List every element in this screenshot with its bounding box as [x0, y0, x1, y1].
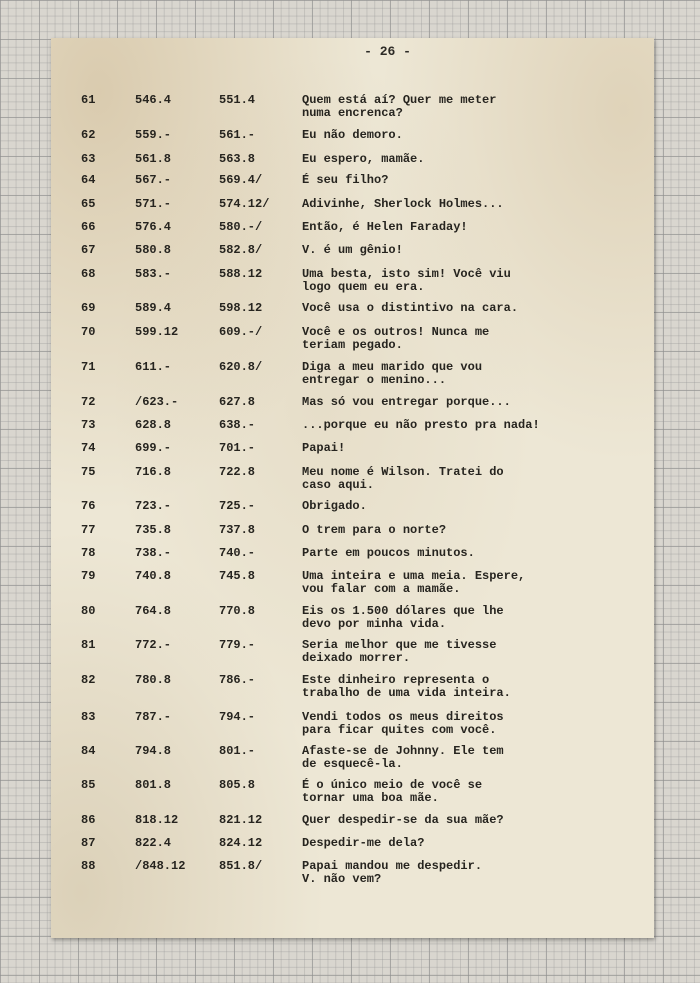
- time-in: 723.-: [135, 499, 172, 513]
- time-in: 589.4: [135, 301, 172, 315]
- time-in: 561.8: [135, 152, 172, 166]
- subtitle-number: 63: [81, 152, 96, 166]
- subtitle-text: Mas só vou entregar porque...: [302, 395, 511, 409]
- time-out: 722.8: [219, 465, 256, 479]
- subtitle-text: Eu não demoro.: [302, 128, 403, 142]
- time-out: 620.8/: [219, 360, 263, 374]
- subtitle-number: 71: [81, 360, 96, 374]
- subtitle-text: Seria melhor que me tivesse deixado morrer.: [302, 638, 497, 665]
- time-out: 786.-: [219, 673, 256, 687]
- subtitle-number: 87: [81, 836, 96, 850]
- time-out: 582.8/: [219, 243, 263, 257]
- subtitle-number: 69: [81, 301, 96, 315]
- subtitle-text: Eis os 1.500 dólares que lhe devo por minha vida.: [302, 604, 504, 631]
- time-in: 583.-: [135, 267, 172, 281]
- subtitle-number: 86: [81, 813, 96, 827]
- time-in: 599.12: [135, 325, 179, 339]
- subtitle-text: Papai!: [302, 441, 346, 455]
- subtitle-number: 61: [81, 93, 96, 107]
- time-in: 580.8: [135, 243, 172, 257]
- subtitle-text: Obrigado.: [302, 499, 367, 513]
- time-out: 627.8: [219, 395, 256, 409]
- subtitle-text: ...porque eu não presto pra nada!: [302, 418, 540, 432]
- time-out: 770.8: [219, 604, 256, 618]
- time-out: 801.-: [219, 744, 256, 758]
- subtitle-number: 78: [81, 546, 96, 560]
- time-out: 598.12: [219, 301, 263, 315]
- time-in: 780.8: [135, 673, 172, 687]
- subtitle-text: Você usa o distintivo na cara.: [302, 301, 519, 315]
- subtitle-text: Uma besta, isto sim! Você viu logo quem eu era.: [302, 267, 511, 294]
- time-in: 628.8: [135, 418, 172, 432]
- subtitle-text: Vendi todos os meus direitos para ficar quites com você.: [302, 710, 504, 737]
- page-number: - 26 -: [364, 44, 411, 59]
- time-out: 851.8/: [219, 859, 263, 873]
- subtitle-number: 83: [81, 710, 96, 724]
- subtitle-number: 66: [81, 220, 96, 234]
- time-out: 745.8: [219, 569, 256, 583]
- subtitle-number: 79: [81, 569, 96, 583]
- subtitle-number: 67: [81, 243, 96, 257]
- subtitle-text: Então, é Helen Faraday!: [302, 220, 468, 234]
- subtitle-number: 64: [81, 173, 96, 187]
- subtitle-number: 68: [81, 267, 96, 281]
- subtitle-text: V. é um gênio!: [302, 243, 403, 257]
- time-in: 559.-: [135, 128, 172, 142]
- subtitle-number: 85: [81, 778, 96, 792]
- subtitle-number: 73: [81, 418, 96, 432]
- subtitle-text: Quem está aí? Quer me meter numa encrenca?: [302, 93, 497, 120]
- time-in: 794.8: [135, 744, 172, 758]
- subtitle-number: 74: [81, 441, 96, 455]
- time-in: 764.8: [135, 604, 172, 618]
- time-in: 699.-: [135, 441, 172, 455]
- typed-page: [51, 38, 654, 938]
- time-out: 737.8: [219, 523, 256, 537]
- time-in: 772.-: [135, 638, 172, 652]
- time-out: 551.4: [219, 93, 256, 107]
- subtitle-number: 82: [81, 673, 96, 687]
- subtitle-text: Este dinheiro representa o trabalho de uma vida inteira.: [302, 673, 511, 700]
- subtitle-text: É seu filho?: [302, 173, 389, 187]
- time-in: 576.4: [135, 220, 172, 234]
- subtitle-text: O trem para o norte?: [302, 523, 447, 537]
- time-in: 716.8: [135, 465, 172, 479]
- subtitle-number: 81: [81, 638, 96, 652]
- time-in: 818.12: [135, 813, 179, 827]
- time-out: 561.-: [219, 128, 256, 142]
- subtitle-text: Quer despedir-se da sua mãe?: [302, 813, 504, 827]
- time-out: 609.-/: [219, 325, 263, 339]
- subtitle-number: 77: [81, 523, 96, 537]
- time-out: 794.-: [219, 710, 256, 724]
- subtitle-number: 84: [81, 744, 96, 758]
- time-out: 588.12: [219, 267, 263, 281]
- subtitle-number: 88: [81, 859, 96, 873]
- time-out: 779.-: [219, 638, 256, 652]
- time-out: 569.4/: [219, 173, 263, 187]
- time-in: 571.-: [135, 197, 172, 211]
- time-in: /848.12: [135, 859, 186, 873]
- subtitle-text: Despedir-me dela?: [302, 836, 425, 850]
- time-in: 611.-: [135, 360, 172, 374]
- time-out: 821.12: [219, 813, 263, 827]
- subtitle-number: 76: [81, 499, 96, 513]
- subtitle-number: 70: [81, 325, 96, 339]
- time-out: 701.-: [219, 441, 256, 455]
- time-out: 740.-: [219, 546, 256, 560]
- subtitle-number: 80: [81, 604, 96, 618]
- subtitle-text: Meu nome é Wilson. Tratei do caso aqui.: [302, 465, 504, 492]
- time-in: 740.8: [135, 569, 172, 583]
- time-in: 735.8: [135, 523, 172, 537]
- time-out: 725.-: [219, 499, 256, 513]
- time-out: 805.8: [219, 778, 256, 792]
- time-out: 638.-: [219, 418, 256, 432]
- time-in: 546.4: [135, 93, 172, 107]
- time-in: 787.-: [135, 710, 172, 724]
- time-out: 574.12/: [219, 197, 270, 211]
- subtitle-text: Papai mandou me despedir. V. não vem?: [302, 859, 483, 886]
- subtitle-text: Adivinhe, Sherlock Holmes...: [302, 197, 504, 211]
- subtitle-number: 62: [81, 128, 96, 142]
- subtitle-number: 75: [81, 465, 96, 479]
- time-in: 567.-: [135, 173, 172, 187]
- subtitle-number: 72: [81, 395, 96, 409]
- subtitle-text: Eu espero, mamãe.: [302, 152, 425, 166]
- time-in: 801.8: [135, 778, 172, 792]
- subtitle-text: Afaste-se de Johnny. Ele tem de esquecê-la.: [302, 744, 504, 771]
- time-in: 822.4: [135, 836, 172, 850]
- time-out: 563.8: [219, 152, 256, 166]
- time-in: 738.-: [135, 546, 172, 560]
- time-out: 580.-/: [219, 220, 263, 234]
- subtitle-text: Diga a meu marido que vou entregar o menino...: [302, 360, 483, 387]
- time-out: 824.12: [219, 836, 263, 850]
- time-in: /623.-: [135, 395, 179, 409]
- subtitle-number: 65: [81, 197, 96, 211]
- subtitle-text: É o único meio de você se tornar uma boa mãe.: [302, 778, 483, 805]
- subtitle-text: Você e os outros! Nunca me teriam pegado.: [302, 325, 490, 352]
- subtitle-text: Uma inteira e uma meia. Espere, vou falar com a mamãe.: [302, 569, 526, 596]
- subtitle-text: Parte em poucos minutos.: [302, 546, 475, 560]
